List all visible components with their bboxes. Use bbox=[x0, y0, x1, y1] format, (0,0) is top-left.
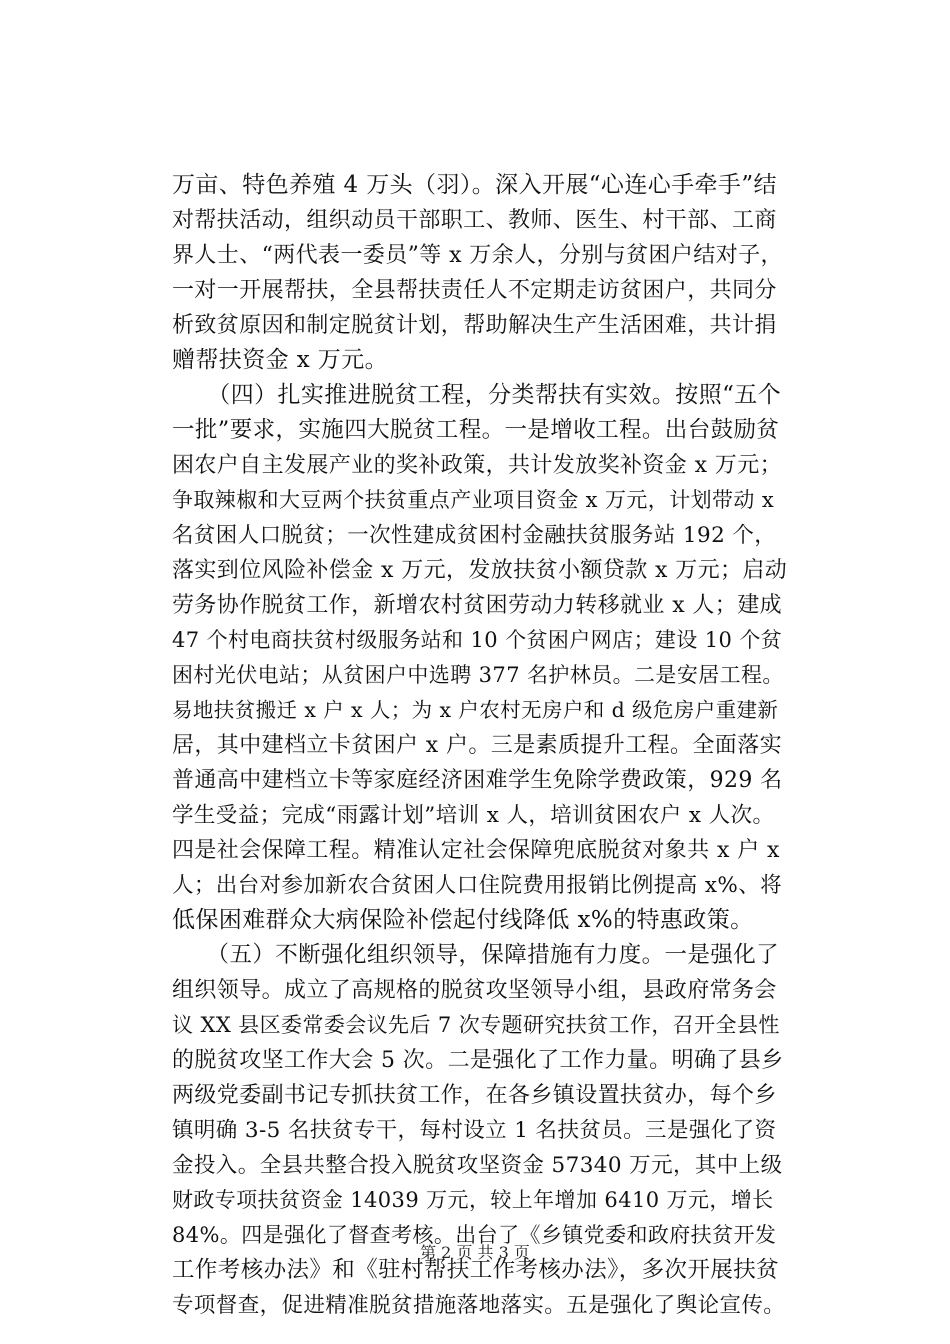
text-line: 两级党委副书记专抓扶贫工作，在各乡镇设置扶贫办，每个乡 bbox=[172, 1083, 777, 1108]
page-footer: 第 2 页 共 3 页 bbox=[420, 1243, 530, 1262]
text-line: 名贫困人口脱贫；一次性建成贫困村金融扶贫服务站 192 个， bbox=[172, 523, 777, 548]
text-line: 困村光伏电站；从贫困户中选聘 377 名护林员。二是安居工程。 bbox=[172, 663, 784, 687]
text-line: 学生受益；完成“雨露计划”培训 x 人，培训贫困农户 x 人次。 bbox=[172, 803, 775, 828]
text-line: 专项督查，促进精准脱贫措施落地落实。五是强化了舆论宣传。 bbox=[172, 1293, 786, 1318]
text-line: 万亩、特色养殖 4 万头（羽）。深入开展“心连心手牵手”结 bbox=[172, 172, 777, 198]
text-line: 四是社会保障工程。精准认定社会保障兜底脱贫对象共 x 户 x bbox=[172, 838, 780, 863]
text-line: 界人士、“两代表一委员”等 x 万余人，分别与贫困户结对子， bbox=[172, 243, 783, 268]
text-line: 的脱贫攻坚工作大会 5 次。二是强化了工作力量。明确了县乡 bbox=[172, 1048, 784, 1073]
text-line: 人；出台对参加新农合贫困人口住院费用报销比例提高 x%、将 bbox=[172, 873, 782, 898]
text-line: （五）不断强化组织领导，保障措施有力度。一是强化了 bbox=[172, 942, 780, 968]
text-line: 47 个村电商扶贫村级服务站和 10 个贫困户网店；建设 10 个贫 bbox=[172, 628, 783, 652]
text-line: 析致贫原因和制定脱贫计划，帮助解决生产生活困难，共计捐 bbox=[172, 313, 777, 338]
text-line: 一对一开展帮扶，全县帮扶责任人不定期走访贫困户，共同分 bbox=[172, 278, 777, 303]
text-line: 困农户自主发展产业的奖补政策，共计发放奖补资金 x 万元； bbox=[172, 453, 782, 478]
text-line: 84%。四是强化了督查考核。出台了《乡镇党委和政府扶贫开发 bbox=[172, 1223, 777, 1247]
text-line: 争取辣椒和大豆两个扶贫重点产业项目资金 x 万元，计划带动 x bbox=[172, 488, 775, 512]
text-line: 低保困难群众大病保险补偿起付线降低 x%的特惠政策。 bbox=[172, 907, 754, 933]
text-line: 镇明确 3-5 名扶贫专干，每村设立 1 名扶贫员。三是强化了资 bbox=[172, 1118, 777, 1143]
text-line: 议 XX 县区委常委会议先后 7 次专题研究扶贫工作，召开全县性 bbox=[172, 1013, 780, 1037]
text-line: 居，其中建档立卡贫困户 x 户。三是素质提升工程。全面落实 bbox=[172, 733, 782, 758]
text-line: 金投入。全县共整合投入脱贫攻坚资金 57340 万元，其中上级 bbox=[172, 1153, 783, 1178]
text-line: 财政专项扶贫资金 14039 万元，较上年增加 6410 万元，增长 bbox=[172, 1188, 774, 1212]
text-line: 劳务协作脱贫工作，新增农村贫困劳动力转移就业 x 人；建成 bbox=[172, 593, 782, 618]
text-line: 易地扶贫搬迁 x 户 x 人；为 x 户农村无房户和 d 级危房户重建新 bbox=[172, 698, 779, 722]
text-line: 组织领导。成立了高规格的脱贫攻坚领导小组，县政府常务会 bbox=[172, 978, 777, 1003]
text-line: 一批”要求，实施四大脱贫工程。一是增收工程。出台鼓励贫 bbox=[172, 417, 780, 443]
text-line: 对帮扶活动，组织动员干部职工、教师、医生、村干部、工商 bbox=[172, 208, 777, 233]
text-line: 赠帮扶资金 x 万元。 bbox=[172, 347, 388, 373]
text-line: 落实到位风险补偿金 x 万元，发放扶贫小额贷款 x 万元；启动 bbox=[172, 558, 788, 583]
body-text bbox=[172, 168, 787, 1323]
text-line: 普通高中建档立卡等家庭经济困难学生免除学费政策，929 名 bbox=[172, 768, 783, 793]
text-line: 工作考核办法》和《驻村帮扶工作考核办法》，多次开展扶贫 bbox=[172, 1257, 780, 1283]
text-line: （四）扎实推进脱贫工程，分类帮扶有实效。按照“五个 bbox=[172, 382, 782, 408]
